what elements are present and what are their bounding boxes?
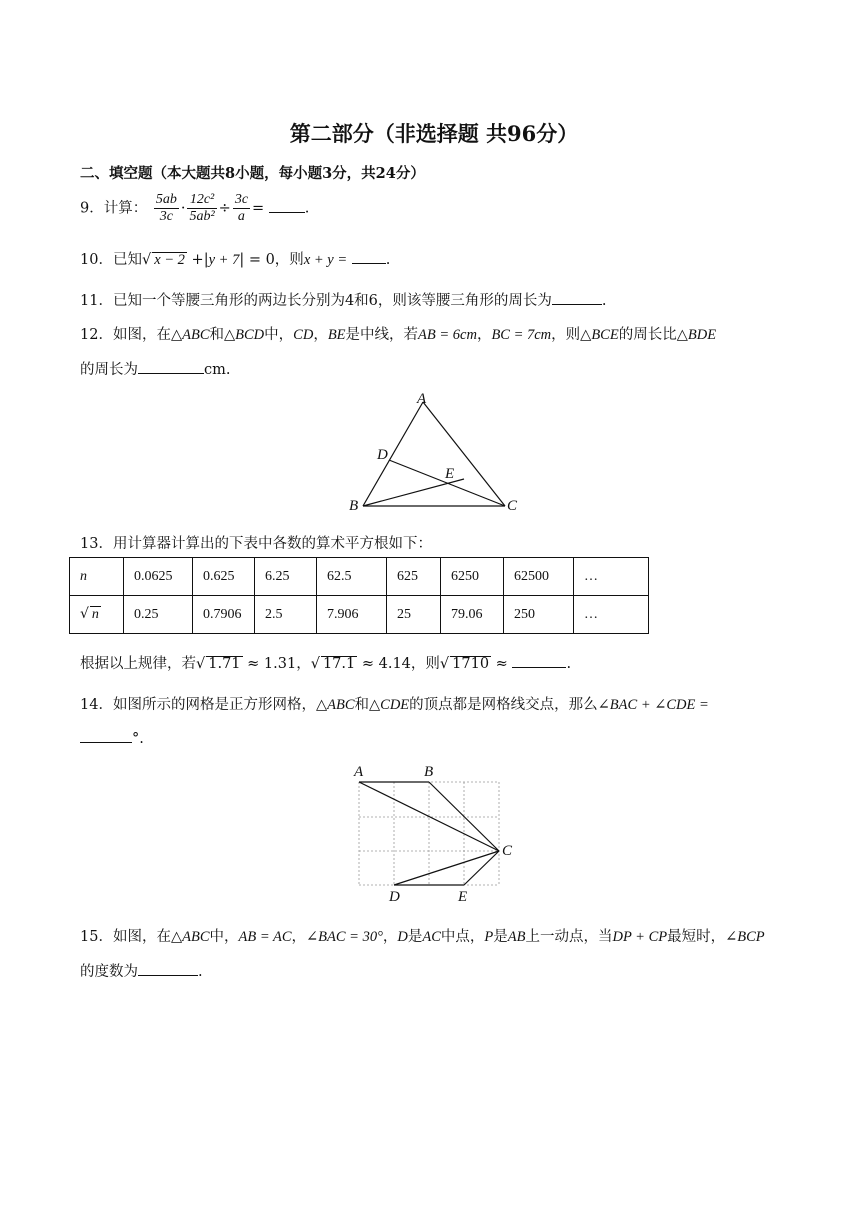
segment-bc — [429, 782, 499, 851]
label-d: D — [389, 889, 400, 905]
label-e: E — [458, 889, 468, 905]
grid-figure-q14 — [345, 760, 530, 906]
radical-icon: √ — [80, 606, 89, 622]
label-c: C — [507, 498, 518, 514]
question-15-line-2: 的度数为 . — [80, 960, 203, 981]
question-13: 13．用计算器计算出的下表中各数的算术平方根如下： — [80, 536, 432, 552]
label-c: C — [502, 843, 513, 859]
label-b: B — [424, 764, 434, 780]
triangle-figure-q12 — [340, 386, 530, 516]
table-row-n: n 0.0625 0.625 6.25 62.5 625 6250 62500 … — [70, 558, 649, 596]
segment-ac — [359, 782, 499, 851]
answer-blank-12[interactable] — [138, 359, 204, 374]
question-12: 12．如图，在△ABC和△BCD中，CD，BE是中线，若AB = 6cm，BC = 7cm，则△BCE的周长比△BDE — [80, 327, 717, 343]
radical-icon: √ — [439, 656, 450, 672]
sqrt-table — [69, 557, 649, 634]
label-d: D — [377, 447, 388, 463]
segment-ab — [363, 402, 423, 506]
answer-blank-11[interactable] — [552, 290, 602, 305]
label-a: A — [417, 391, 427, 407]
answer-blank-9[interactable] — [269, 198, 305, 213]
question-13-rule: 根据以上规律，若√ 1.71 ≈ 1.31，√ 17.1 ≈ 4.14，则√ 1710 ≈ . — [80, 652, 571, 673]
answer-blank-10[interactable] — [352, 249, 386, 264]
question-15: 15．如图，在△ABC中，AB = AC，∠BAC = 30°，D是AC中点，P是AB上一动点，当DP + CP最短时，∠BCP — [80, 929, 765, 945]
question-12-line-2: 的周长为 cm. — [80, 358, 230, 379]
fraction-2: $\frac{\text{12c²}}{\text{5ab²}}$ — [189, 192, 215, 224]
radical-icon: √ — [141, 252, 152, 268]
label-b: B — [349, 498, 359, 514]
table-row-sqrt: √ n 0.25 0.7906 2.5 7.906 25 79.06 250 … — [70, 596, 649, 634]
question-14-line-2: °. — [80, 728, 144, 747]
grid-lines — [359, 782, 499, 885]
answer-blank-13[interactable] — [512, 653, 566, 668]
fraction-1: $\frac{5ab}{3c}$ — [155, 192, 177, 224]
segment-dc — [394, 851, 499, 885]
segment-be — [363, 479, 464, 506]
radical-icon: √ — [310, 656, 320, 672]
section-heading: 二、填空题（本大题共8小题，每小题3分，共24分） — [80, 165, 425, 182]
row-header-n: n — [70, 558, 124, 596]
radical-icon: √ — [196, 656, 206, 672]
answer-blank-14[interactable] — [80, 728, 132, 743]
question-10: 10．已知√ x − 2 +|y + 7| = 0，则x + y = . — [80, 248, 390, 269]
label-a: A — [354, 764, 364, 780]
segment-ac — [423, 402, 505, 506]
label-e: E — [445, 466, 455, 482]
question-9: 9．计算： $\frac{5ab}{3c}$ · $\frac{\text{12c²}}{\text{5ab²}}$ ÷ $\frac{3c}{a}$ = . — [80, 192, 310, 224]
question-11: 11．已知一个等腰三角形的两边长分别为4和6，则该等腰三角形的周长为 . — [80, 289, 607, 310]
page-title: 第二部分（非选择题 共96分） — [289, 121, 579, 146]
row-header-sqrt-n: √ n — [70, 596, 124, 634]
fraction-3: $\frac{3c}{a}$ — [234, 192, 249, 224]
answer-blank-15[interactable] — [138, 961, 198, 976]
question-14: 14．如图所示的网格是正方形网格，△ABC和△CDE的顶点都是网格线交点，那么∠BAC + ∠CDE = — [80, 697, 709, 713]
